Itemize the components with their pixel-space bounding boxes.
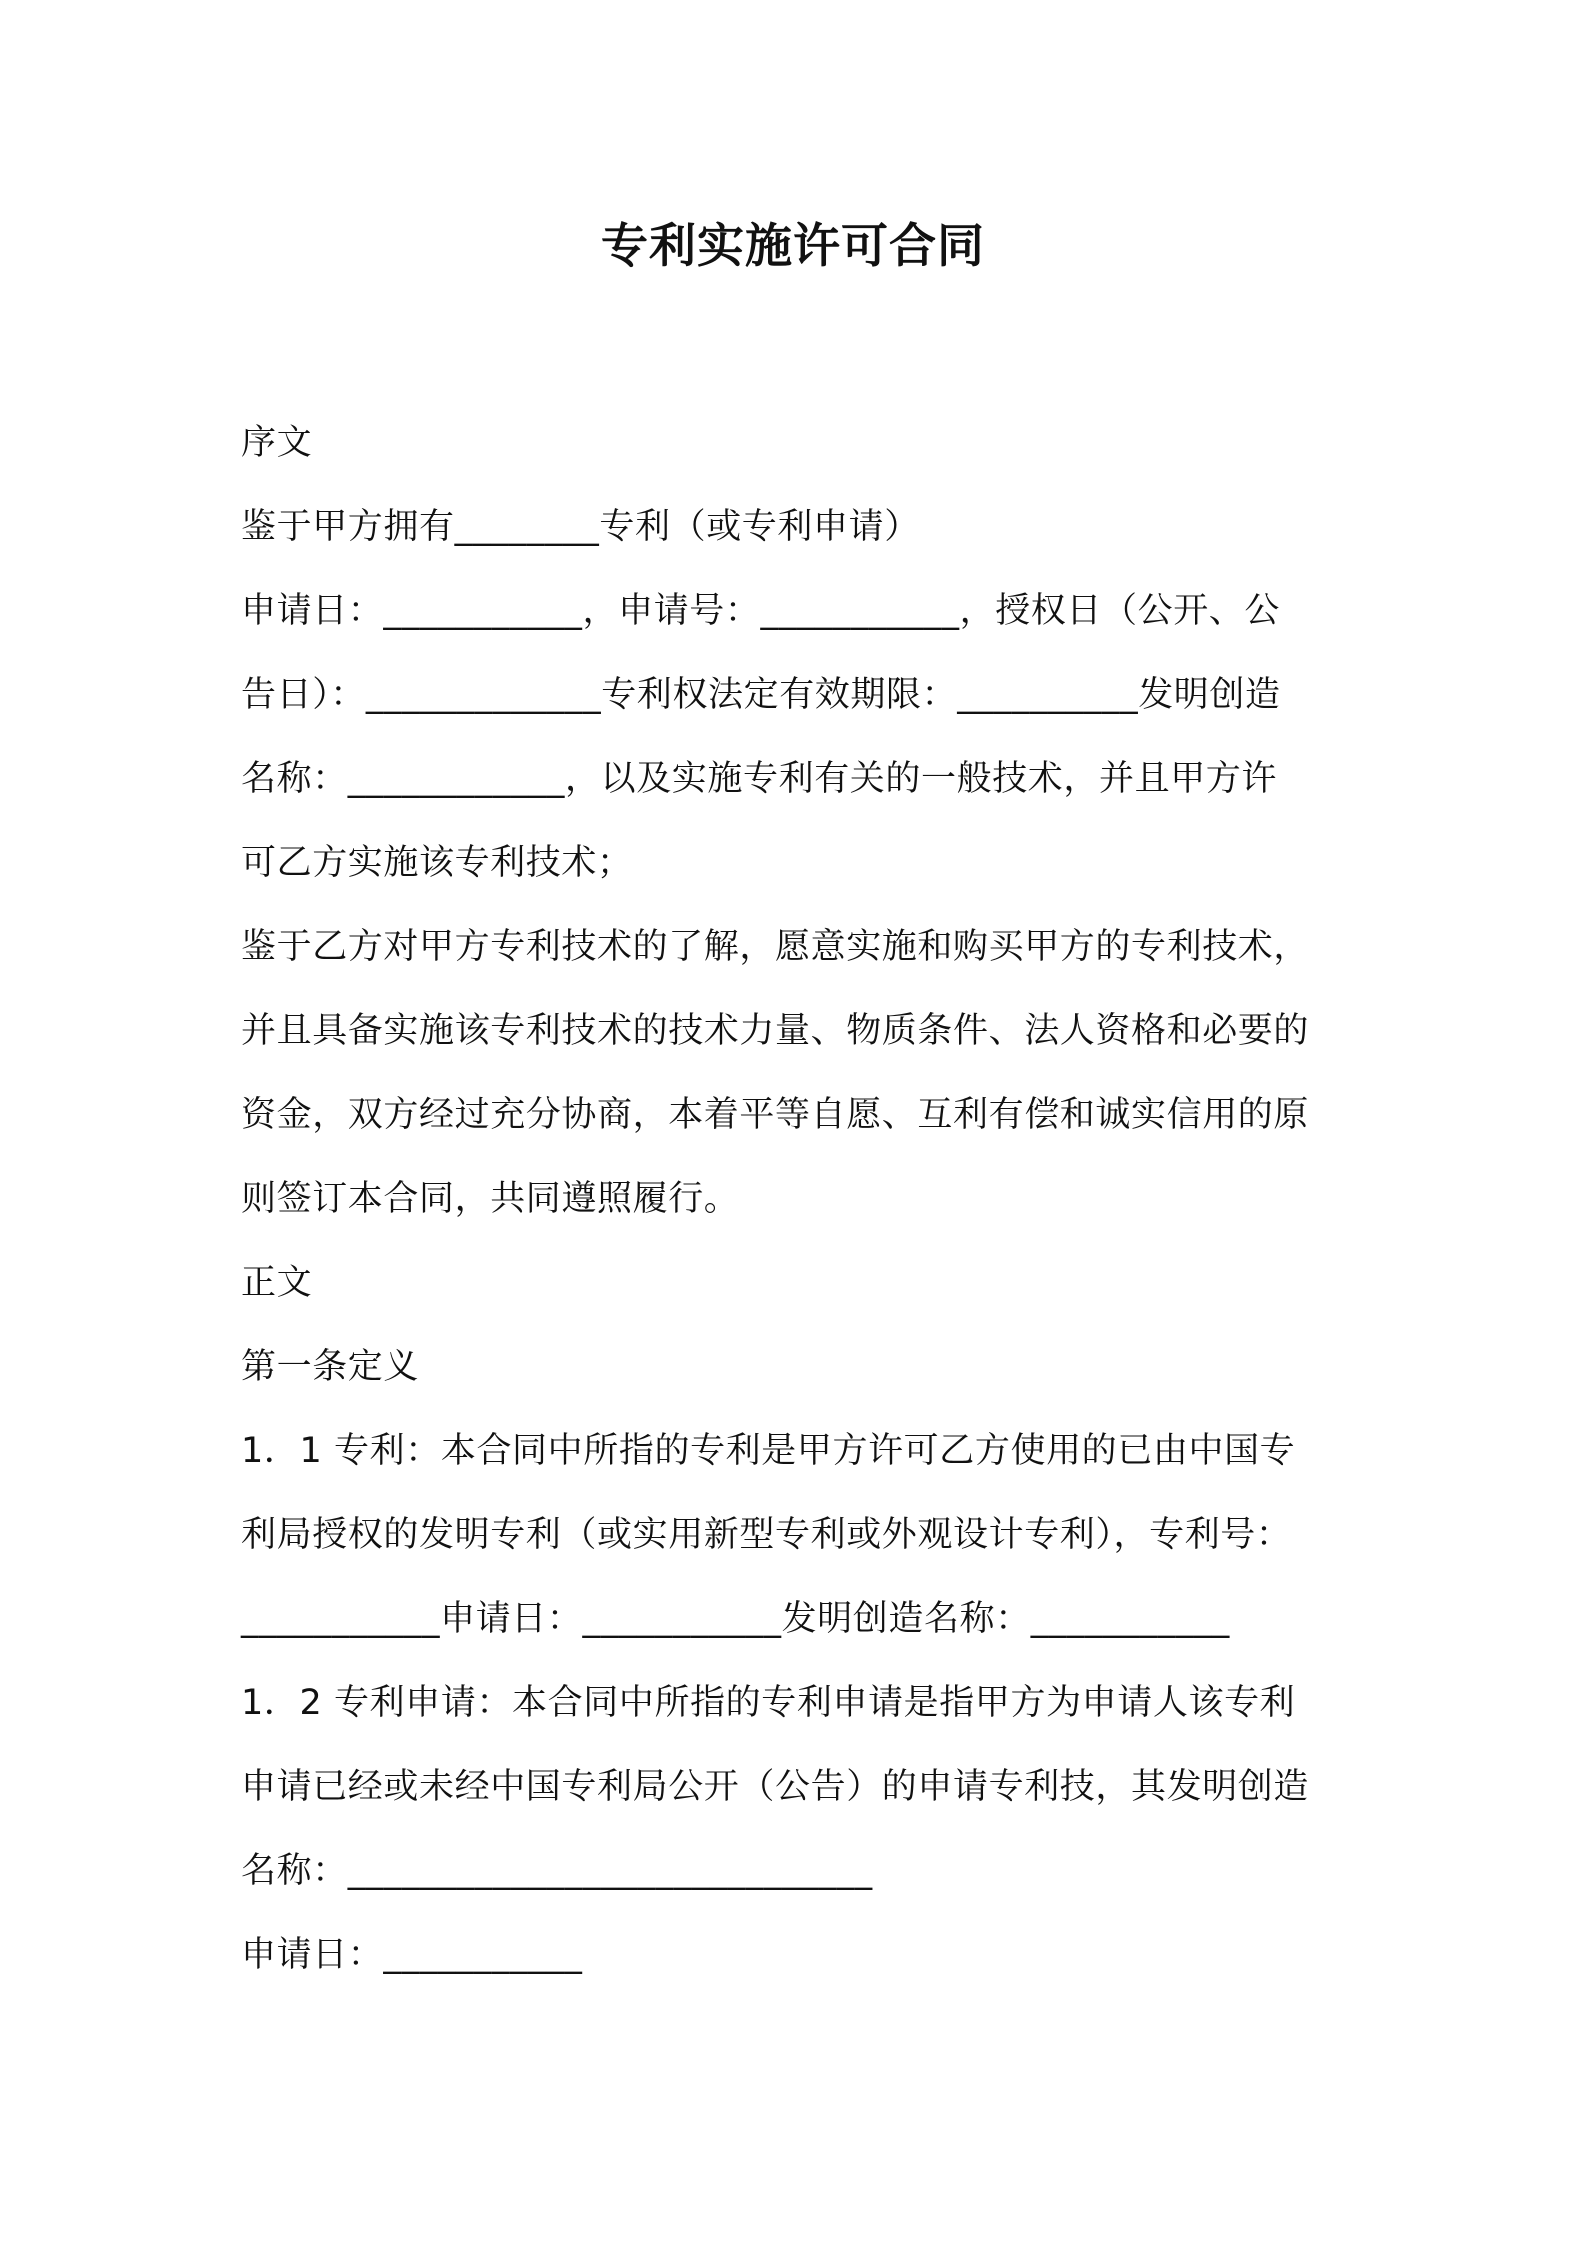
section-heading-main: 正文 [241,1263,313,1303]
clause-line: 利局授权的发明专利（或实用新型专利或外观设计专利），专利号： [241,1515,1292,1555]
paragraph-line: 鉴于甲方拥有________专利（或专利申请） [241,507,920,547]
paragraph-line: 则签订本合同，共同遵照履行。 [241,1179,740,1219]
paragraph-line: 资金，双方经过充分协商，本着平等自愿、互利有偿和诚实信用的原 [241,1095,1310,1135]
paragraph-line: 名称：____________，以及实施专利有关的一般技术，并且甲方许 [241,759,1278,799]
section-heading-preface: 序文 [241,423,313,463]
paragraph-line: 申请日：___________，申请号：___________，授权日（公开、公 [241,591,1281,631]
paragraph-line: 告日）：_____________专利权法定有效期限：__________发明创造 [241,675,1281,715]
paragraph-line: 可乙方实施该专利技术； [241,843,633,883]
clause-line: ___________申请日：___________发明创造名称：___________ [241,1599,1230,1639]
clause-line: 申请已经或未经中国专利局公开（公告）的申请专利技，其发明创造 [241,1767,1310,1807]
clause-line: 申请日：___________ [241,1935,583,1975]
clause-line: 1．1 专利：本合同中所指的专利是甲方许可乙方使用的已由中国专 [241,1431,1296,1471]
clause-line: 名称：_____________________________ [241,1851,873,1891]
document-body [241,401,1361,1997]
paragraph-line: 并且具备实施该专利技术的技术力量、物质条件、法人资格和必要的 [241,1011,1310,1051]
clause-line: 1．2 专利申请：本合同中所指的专利申请是指甲方为申请人该专利 [241,1683,1296,1723]
document-title: 专利实施许可合同 [601,219,985,274]
paragraph-line: 鉴于乙方对甲方专利技术的了解，愿意实施和购买甲方的专利技术， [241,927,1310,967]
article-heading: 第一条定义 [241,1347,420,1387]
